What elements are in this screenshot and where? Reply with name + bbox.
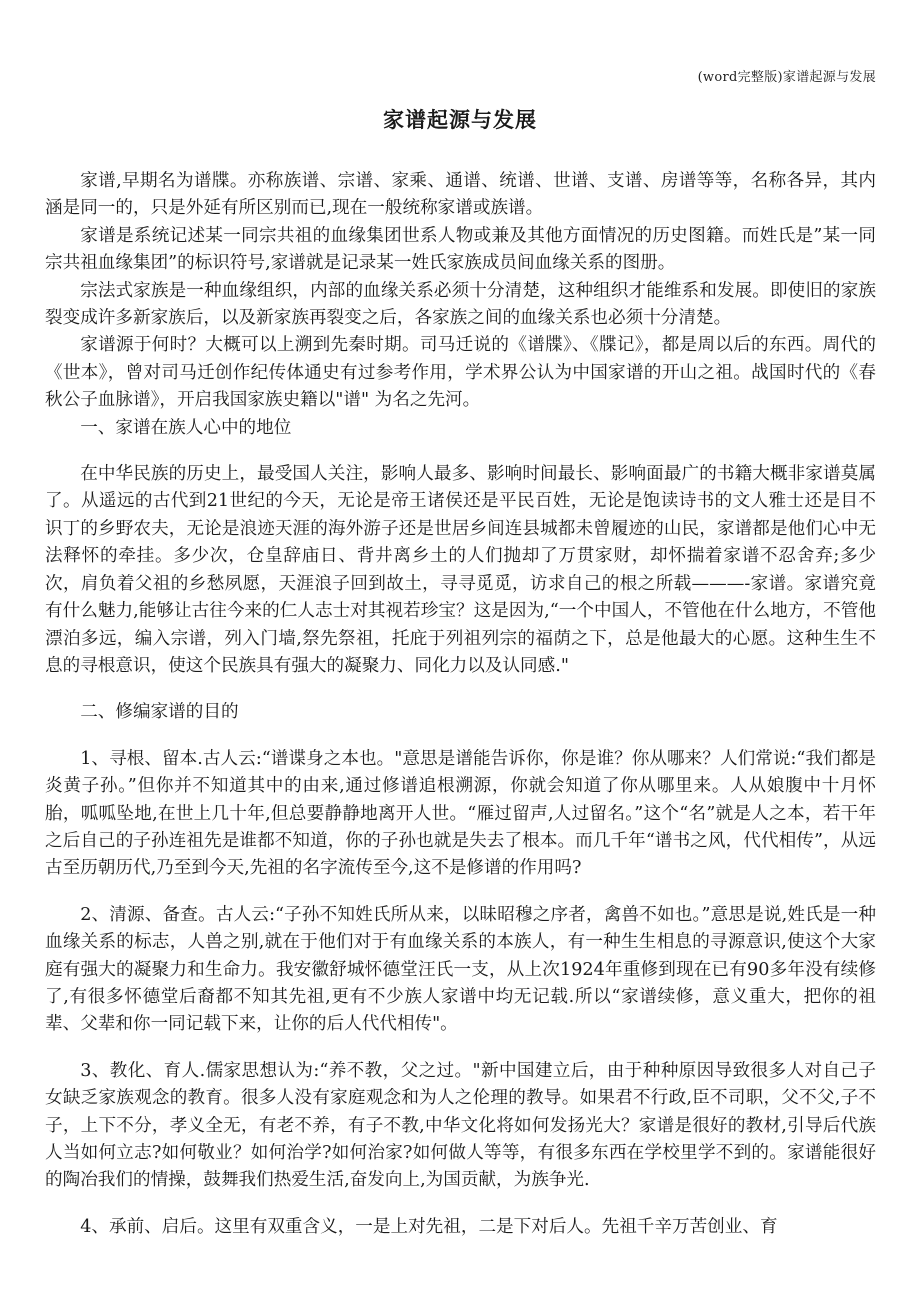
paragraph-definition: 家谱,早期名为谱牒。亦称族谱、宗谱、家乘、通谱、统谱、世谱、支谱、房谱等等，名称各异，其内涵是同一的，只是外延有所区别而已,现在一般统称家谱或族谱。 — [45, 171, 876, 219]
paragraph-purpose-2: 2、清源、备查。古人云:“子孙不知姓氏所从来，以昧昭穆之序者，禽兽不如也。”意思是说,姓氏是一种血缘关系的标志，人兽之别,就在于他们对于有血缘关系的本族人，有一种生生相息的寻源意识,使这个大家庭有强大的凝聚力和生命力。我安徽舒城怀德堂汪氏一支，从上次1924年重修到现在已有90多年没有续修了,有很多怀德堂后裔都不知其先祖,更有不少族人家谱中均无记载.所以“家谱续修，意义重大，把你的祖辈、父辈和你一同记载下来，让你的后人代代相传"。 — [45, 904, 876, 1035]
paragraph-clan-organization: 宗法式家族是一种血缘组织，内部的血缘关系必须十分清楚，这种组织才能维系和发展。即使旧的家族裂变成许多新家族后，以及新家族再裂变之后，各家族之间的血缘关系也必须十分清楚。 — [45, 280, 876, 329]
section-heading-purpose: 二、修编家谱的目的 — [80, 702, 239, 723]
running-header: (word完整版)家谱起源与发展 — [697, 70, 876, 85]
document-body — [45, 168, 876, 1241]
section-heading-status: 一、家谱在族人心中的地位 — [80, 417, 292, 438]
paragraph-origin: 家谱源于何时？大概可以上溯到先秦时期。司马迁说的《谱牒》、《牒记》，都是周以后的东西。周代的《世本》，曾对司马迁创作纪传体通史有过参考作用，学术界公认为中国家谱的开山之祖。战国时代的《春秋公子血脉谱》，开启我国家族史籍以"谱" 为名之先河。 — [45, 335, 876, 411]
paragraph-purpose-4: 4、承前、启后。这里有双重含义，一是上对先祖，二是下对后人。先祖千辛万苦创业、育 — [80, 1216, 778, 1237]
document-title: 家谱起源与发展 — [383, 107, 537, 132]
paragraph-genealogy-record: 家谱是系统记述某一同宗共祖的血缘集团世系人物或兼及其他方面情况的历史图籍。而姓氏是”某一同宗共祖血缘集团”的标识符号,家谱就是记录某一姓氏家族成员间血缘关系的图册。 — [45, 225, 876, 274]
paragraph-status: 在中华民族的历史上，最受国人关注，影响人最多、影响时间最长、影响面最广的书籍大概非家谱莫属了。从遥远的古代到21世纪的今天，无论是帝王诸侯还是平民百姓，无论是饱读诗书的文人雅士还是目不识丁的乡野农夫，无论是浪迹天涯的海外游子还是世居乡间连县城都未曾履迹的山民，家谱都是他们心中无法释怀的牵挂。多少次，仓皇辞庙日、背井离乡土的人们抛却了万贯家财，却怀揣着家谱不忍舍弃;多少次，肩负着父祖的乡愁夙愿，天涯浪子回到故土，寻寻觅觅，访求自己的根之所载———-家谱。家谱究竟有什么魅力,能够让古往今来的仁人志士对其视若珍宝？这是因为,“一个中国人，不管他在什么地方，不管他漂泊多远，编入宗谱，列入门墙,祭先祭祖，托庇于列祖列宗的福荫之下，总是他最大的心愿。这种生生不息的寻根意识，使这个民族具有强大的凝聚力、同化力以及认同感." — [45, 464, 876, 676]
paragraph-purpose-1: 1、寻根、留本.古人云:“谱谍身之本也。"意思是谱能告诉你，你是谁？你从哪来？人们常说:“我们都是炎黄子孙。”但你并不知道其中的由来,通过修谱追根溯源，你就会知道了你从哪里来。人从娘腹中十月怀胎，呱呱坠地,在世上几十年,但总要静静地离开人世。“雁过留声,人过留名。”这个“名”就是人之本，若干年之后自己的子孙连祖先是谁都不知道，你的子孙也就是失去了根本。而几千年“谱书之风，代代相传”，从远古至历朝历代,乃至到今天,先祖的名字流传至今,这不是修谱的作用吗? — [45, 748, 876, 879]
paragraph-purpose-3: 3、教化、育人.儒家思想认为:“养不教，父之过。"新中国建立后，由于种种原因导致很多人对自己子女缺乏家族观念的教育。很多人没有家庭观念和为人之伦理的教导。如果君不行政,臣不司职，父不父,子不子，上下不分，孝义全无，有老不养，有子不教,中华文化将如何发扬光大？家谱是很好的教材,引导后代族人当如何立志?如何敬业？如何治学?如何治家?如何做人等等，有很多东西在学校里学不到的。家谱能很好的陶冶我们的情操，鼓舞我们热爱生活,奋发向上,为国贡献，为族争光. — [45, 1060, 876, 1191]
